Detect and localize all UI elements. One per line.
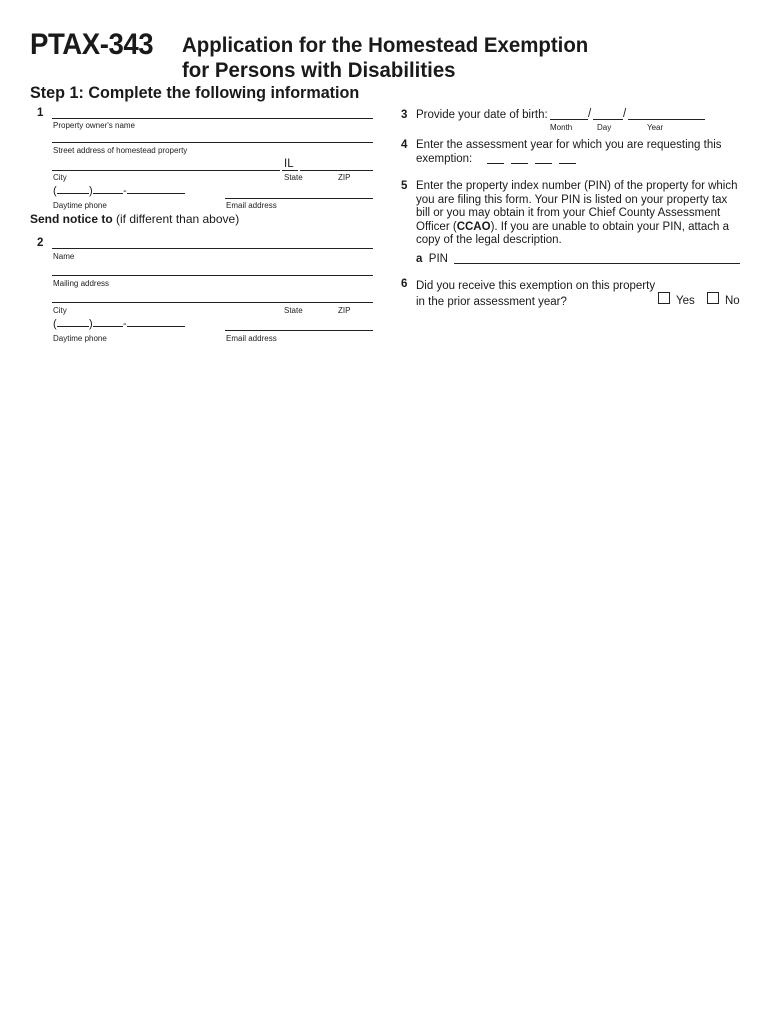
item4-line1: Enter the assessment year for which you are requesting this — [416, 139, 722, 151]
dob-month-caption: Month — [550, 123, 573, 132]
ccao-bold: CCAO — [456, 220, 491, 233]
email-field[interactable] — [225, 198, 373, 199]
phone-mask — [53, 185, 185, 197]
dob-year-caption: Year — [647, 123, 664, 132]
year-digit-1[interactable] — [487, 163, 504, 164]
notice-city-state-zip-field[interactable] — [52, 302, 373, 303]
notice-name-field[interactable] — [52, 248, 373, 249]
item6-number: 6 — [401, 278, 408, 290]
item4-number: 4 — [401, 139, 408, 151]
zip-field[interactable] — [300, 170, 373, 171]
year-digit-4[interactable] — [559, 163, 576, 164]
phone-open-paren: ( — [53, 185, 57, 197]
notice-email-field[interactable] — [225, 330, 373, 331]
send-notice-label — [30, 212, 239, 226]
dob-day-caption: Day — [597, 123, 612, 132]
city-caption: City — [53, 173, 67, 182]
item5-text — [416, 180, 738, 248]
pin-field[interactable] — [454, 263, 740, 264]
no-checkbox[interactable] — [707, 292, 719, 304]
step1-heading: Step 1: Complete the following information — [30, 83, 360, 102]
dob-year-field[interactable] — [628, 119, 705, 120]
owner-name-field[interactable] — [52, 118, 373, 119]
item4-line2: exemption: — [416, 152, 473, 165]
yes-label: Yes — [676, 295, 695, 307]
item3-text: Provide your date of birth: — [416, 109, 548, 121]
form-title-line2: for Persons with Disabilities — [182, 58, 456, 82]
item5-line2: you are filing this form. Your PIN is listed on your property tax — [416, 193, 728, 206]
item5-number: 5 — [401, 180, 408, 192]
form-title-line1: Application for the Homestead Exemption — [182, 33, 589, 57]
pin-label-text: PIN — [428, 253, 448, 265]
zip-caption: ZIP — [338, 173, 351, 182]
item6-line1: Did you receive this exemption on this property — [416, 280, 656, 292]
year-digit-3[interactable] — [535, 163, 552, 164]
pin-label — [416, 253, 448, 267]
item5-line5: copy of the legal description. — [416, 234, 562, 247]
item2-number: 2 — [37, 237, 44, 249]
notice-phone-dash: - — [122, 318, 127, 330]
send-notice-rest: (if different than above) — [116, 212, 240, 226]
state-field-line — [282, 170, 298, 171]
notice-phone-close-paren: ) — [88, 318, 93, 330]
email-caption: Email address — [226, 201, 277, 210]
notice-state-caption: State — [284, 306, 303, 315]
street-address-caption: Street address of homestead property — [53, 146, 188, 155]
form-title — [182, 33, 588, 83]
state-caption: State — [284, 173, 303, 182]
mailing-address-field[interactable] — [52, 275, 373, 276]
notice-zip-caption: ZIP — [338, 306, 351, 315]
phone-dash: - — [122, 185, 127, 197]
dob-month-field[interactable] — [550, 119, 588, 120]
item1-number: 1 — [37, 107, 44, 119]
pin-letter: a — [416, 253, 423, 265]
item3-number: 3 — [401, 109, 408, 121]
item5-line3: bill or you may obtain it from your Chief County Assessment — [416, 207, 721, 220]
notice-phone-mask — [53, 318, 185, 330]
dob-day-field[interactable] — [593, 119, 623, 120]
state-value: IL — [284, 158, 294, 170]
phone-caption: Daytime phone — [53, 201, 107, 210]
item5-line4: Officer (CCAO). If you are unable to obtain your PIN, attach a — [416, 220, 730, 233]
phone-close-paren: ) — [88, 185, 93, 197]
city-field[interactable] — [52, 170, 280, 171]
notice-city-caption: City — [53, 306, 67, 315]
dob-slash-1: / — [588, 108, 592, 120]
owner-name-caption: Property owner's name — [53, 121, 136, 130]
notice-phone-open-paren: ( — [53, 318, 57, 330]
item6-line2: in the prior assessment year? — [416, 296, 567, 308]
mailing-address-caption: Mailing address — [53, 279, 110, 288]
item6-text — [416, 278, 655, 310]
notice-email-caption: Email address — [226, 334, 277, 343]
send-notice-bold: Send notice to — [30, 212, 113, 226]
dob-slash-2: / — [623, 108, 627, 120]
notice-name-caption: Name — [53, 252, 75, 261]
notice-phone-caption: Daytime phone — [53, 334, 107, 343]
item5-line1: Enter the property index number (PIN) of the property for which — [416, 180, 738, 192]
yes-checkbox[interactable] — [658, 292, 670, 304]
year-digit-2[interactable] — [511, 163, 528, 164]
no-label: No — [725, 295, 740, 307]
street-address-field[interactable] — [52, 142, 373, 143]
form-number: PTAX-343 — [30, 28, 154, 61]
